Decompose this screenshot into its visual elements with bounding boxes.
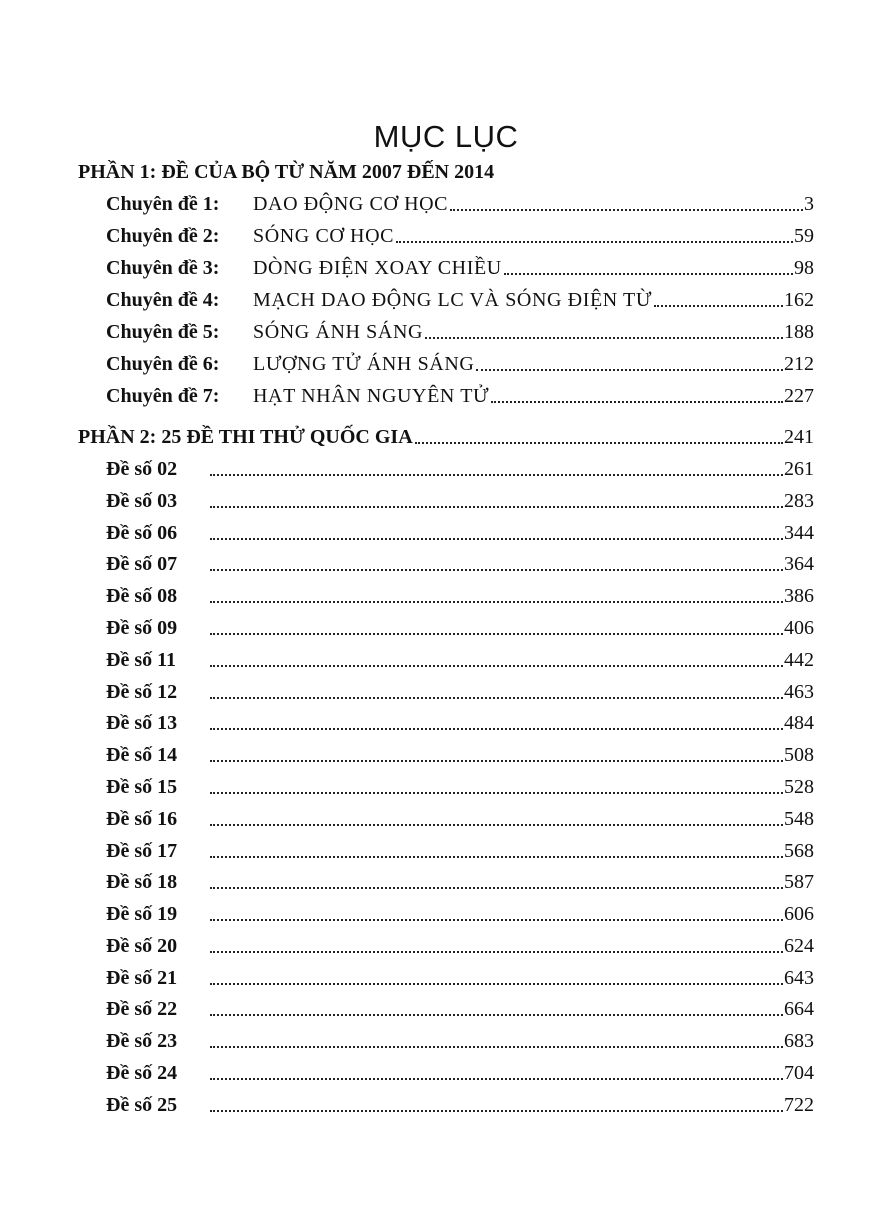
page-number: 624 [784,935,814,957]
topic-label: Chuyên đề 1: [106,193,220,215]
dot-leader [425,337,783,339]
exam-label: Đề số 15 [106,776,178,798]
exam-label: Đề số 02 [106,458,178,480]
page-number: 606 [784,903,814,925]
toc-entry-topic-6[interactable] [106,348,814,376]
exam-label: Đề số 06 [106,522,178,544]
dot-leader [210,1078,783,1080]
page-number: 463 [784,681,814,703]
page-number: 386 [784,585,814,607]
dot-leader [476,369,783,371]
toc-entry-topic-5[interactable] [106,316,814,344]
dot-leader [415,442,783,444]
exam-label: Đề số 21 [106,967,178,989]
toc-entry-exam[interactable] [106,707,814,735]
exam-label: Đề số 07 [106,553,178,575]
page-number: 261 [784,458,814,480]
part-2-label: PHẦN 2: 25 ĐỀ THI THỬ QUỐC GIA [78,426,413,448]
exam-label: Đề số 22 [106,998,178,1020]
exam-label: Đề số 19 [106,903,178,925]
page-number: 3 [804,193,814,215]
exam-label: Đề số 14 [106,744,178,766]
topic-title: HẠT NHÂN NGUYÊN TỬ [253,385,490,407]
dot-leader [210,824,783,826]
page-title: MỤC LỤC [373,118,519,154]
toc-entry-exam[interactable] [106,930,814,958]
page-number: 508 [784,744,814,766]
exam-label: Đề số 16 [106,808,178,830]
exam-label: Đề số 20 [106,935,178,957]
topic-label: Chuyên đề 4: [106,289,220,311]
page-number: 59 [794,225,814,247]
toc-entry-exam[interactable] [106,739,814,767]
page-number: 722 [784,1094,814,1116]
dot-leader [210,983,783,985]
toc-entry-topic-2[interactable] [106,220,814,248]
toc-entry-exam[interactable] [106,898,814,926]
toc-entry-exam[interactable] [106,548,814,576]
dot-leader [210,728,783,730]
dot-leader [210,760,783,762]
page-number: 484 [784,712,814,734]
toc-entry-topic-1[interactable] [106,188,814,216]
dot-leader [210,887,783,889]
page-number: 704 [784,1062,814,1084]
page-number: 442 [784,649,814,671]
dot-leader [654,305,783,307]
toc-entry-exam[interactable] [106,644,814,672]
page-number: 643 [784,967,814,989]
topic-title: SÓNG CƠ HỌC [253,225,395,247]
exam-label: Đề số 12 [106,681,178,703]
dot-leader [210,1046,783,1048]
page-number: 683 [784,1030,814,1052]
toc-entry-exam[interactable] [106,612,814,640]
dot-leader [210,665,783,667]
toc-entry-exam[interactable] [106,1025,814,1053]
exam-label: Đề số 24 [106,1062,178,1084]
dot-leader [504,273,793,275]
dot-leader [210,697,783,699]
topic-title: DÒNG ĐIỆN XOAY CHIỀU [253,257,502,279]
dot-leader [210,538,783,540]
page-number: 344 [784,522,814,544]
topic-title: SÓNG ÁNH SÁNG [253,321,424,343]
part-2-heading[interactable] [78,421,814,449]
toc-entry-exam[interactable] [106,1057,814,1085]
page-number: 528 [784,776,814,798]
dot-leader [396,241,793,243]
page-number: 188 [784,321,814,343]
exam-label: Đề số 09 [106,617,178,639]
toc-entry-exam[interactable] [106,453,814,481]
exam-label: Đề số 17 [106,840,178,862]
dot-leader [210,951,783,953]
page-number: 283 [784,490,814,512]
toc-entry-exam[interactable] [106,835,814,863]
topic-label: Chuyên đề 5: [106,321,220,343]
dot-leader [210,506,783,508]
toc-entry-topic-3[interactable] [106,252,814,280]
topic-title: DAO ĐỘNG CƠ HỌC [253,193,449,215]
toc-entry-exam[interactable] [106,676,814,704]
page-number: 98 [794,257,814,279]
toc-entry-exam[interactable] [106,517,814,545]
exam-label: Đề số 08 [106,585,178,607]
toc-entry-exam[interactable] [106,993,814,1021]
topic-title: MẠCH DAO ĐỘNG LC VÀ SÓNG ĐIỆN TỪ [253,289,652,311]
dot-leader [450,209,803,211]
dot-leader [210,856,783,858]
topic-title: LƯỢNG TỬ ÁNH SÁNG [253,353,475,375]
toc-entry-exam[interactable] [106,1089,814,1117]
topic-label: Chuyên đề 3: [106,257,220,279]
exam-label: Đề số 03 [106,490,178,512]
dot-leader [210,601,783,603]
dot-leader [210,1110,783,1112]
dot-leader [210,1014,783,1016]
toc-entry-exam[interactable] [106,803,814,831]
page-number: 227 [784,385,814,407]
page-number: 587 [784,871,814,893]
topic-label: Chuyên đề 6: [106,353,220,375]
dot-leader [210,633,783,635]
dot-leader [491,401,783,403]
part-1-label: PHẦN 1: ĐỀ CỦA BỘ TỪ NĂM 2007 ĐẾN 2014 [78,161,495,183]
page-number: 241 [784,426,814,448]
page-number: 568 [784,840,814,862]
toc-entry-exam[interactable] [106,771,814,799]
toc-entry-exam[interactable] [106,962,814,990]
page-number: 664 [784,998,814,1020]
page-number: 406 [784,617,814,639]
toc-entry-exam[interactable] [106,485,814,513]
toc-entry-exam[interactable] [106,866,814,894]
exam-label: Đề số 23 [106,1030,178,1052]
part-1-heading[interactable] [78,156,814,184]
dot-leader [210,792,783,794]
dot-leader [210,474,783,476]
exam-label: Đề số 13 [106,712,178,734]
topic-label: Chuyên đề 2: [106,225,220,247]
exam-label: Đề số 11 [106,649,176,671]
page-number: 548 [784,808,814,830]
page-number: 162 [784,289,814,311]
page-number: 212 [784,353,814,375]
exam-label: Đề số 18 [106,871,178,893]
toc-entry-exam[interactable] [106,580,814,608]
exam-label: Đề số 25 [106,1094,178,1116]
toc-entry-topic-4[interactable] [106,284,814,312]
dot-leader [210,569,783,571]
page-number: 364 [784,553,814,575]
toc-entry-topic-7[interactable] [106,380,814,408]
topic-label: Chuyên đề 7: [106,385,220,407]
dot-leader [210,919,783,921]
